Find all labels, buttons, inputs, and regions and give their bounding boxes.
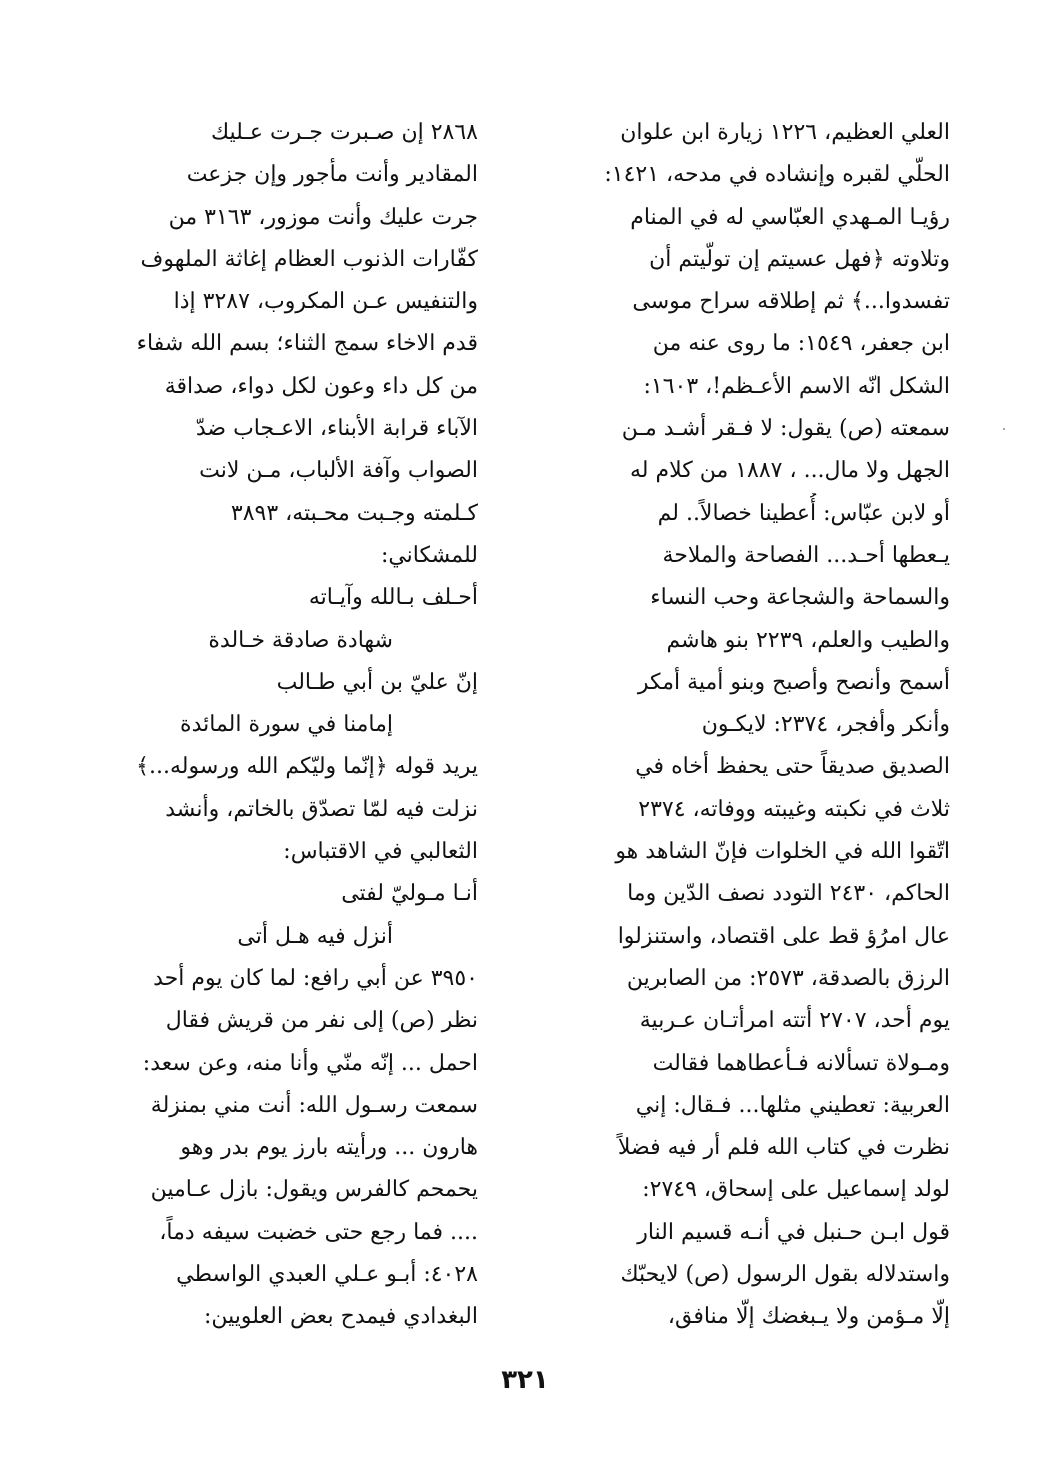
- text-line: عال امرُؤ قط على اقتصاد، واستنزلوا: [617, 923, 950, 949]
- text-line: وأنكر وأفجر، ٢٣٧٤: لايكـون: [701, 712, 950, 738]
- verse-line: أنـا مـوليّ لفتى: [341, 881, 478, 907]
- text-line: ومـولاة تسألانه فـأعطاهما فقالت: [652, 1050, 950, 1076]
- text-line: نزلت فيه لمّا تصدّق بالخاتم، وأنشد: [165, 796, 478, 822]
- text-line: جرت عليك وأنت موزور، ٣١٦٣ من: [168, 204, 478, 230]
- text-line: يوم أحد، ٢٧٠٧ أتته امرأتـان عـربية: [639, 1008, 950, 1034]
- text-line: كفّارات الذنوب العظام إغاثة الملهوف: [140, 246, 478, 272]
- text-line: ٣٩٥٠ عن أبي رافع: لما كان يوم أحد: [153, 965, 478, 991]
- text-line: سمعت رسـول الله: أنت مني بمنزلة: [150, 1092, 478, 1118]
- text-line: أو لابن عبّاس: أُعطينا خصالاً.. لم: [657, 500, 950, 526]
- text-line: تفسدوا...﴾ ثم إطلاقه سراح موسى: [632, 289, 950, 315]
- text-line: وتلاوته ﴿فهل عسيتم إن تولّيتم أن: [649, 246, 950, 272]
- text-line: ابن جعفر، ١٥٤٩: ما روى عنه من: [652, 331, 950, 357]
- text-line: البغدادي فيمدح بعض العلويين:: [203, 1304, 478, 1330]
- verse-line: أنزل فيه هـل أتى: [237, 923, 393, 949]
- text-line: والطيب والعلم، ٢٢٣٩ بنو هاشم: [666, 627, 950, 653]
- left-text-column: [38, 112, 478, 1339]
- text-line: سمعته (ص) يقول: لا فـقر أشـد مـن: [621, 416, 950, 442]
- text-line: لولد إسماعيل على إسحاق، ٢٧٤٩:: [642, 1177, 950, 1203]
- text-line: .... فما رجع حتى خضبت سيفه دماً،: [159, 1219, 478, 1245]
- text-line: الصواب وآفة الألباب، مـن لانت: [199, 458, 478, 484]
- text-line: الجهل ولا مال... ، ١٨٨٧ من كلام له: [629, 458, 950, 484]
- text-line: يريد قوله ﴿إنّما وليّكم الله ورسوله...﴾: [136, 754, 478, 780]
- verse-line: إمامنا في سورة المائدة: [180, 712, 393, 738]
- text-line: المقادير وأنت مأجور وإن جزعت: [186, 162, 478, 188]
- text-line: نظر (ص) إلى نفر من قريش فقال: [165, 1008, 478, 1034]
- text-line: من كل داء وعون لكل دواء، صداقة: [164, 373, 478, 399]
- text-line: العربية: تعطيني مثلها... فـقال: إني: [635, 1092, 950, 1118]
- scan-speck: [1003, 428, 1005, 430]
- text-line: قدم الاخاء سمج الثناء؛ بسم الله شفاء: [136, 331, 478, 357]
- text-line: الصديق صديقاً حتى يحفظ أخاه في: [635, 754, 950, 780]
- text-line: العلي العظيم، ١٢٢٦ زيارة ابن علوان: [620, 120, 950, 145]
- text-line: رؤيـا المـهدي العبّاسي له في المنام: [630, 204, 950, 230]
- text-line: يـعطها أحـد... الفصاحة والملاحة: [662, 542, 950, 568]
- text-line: ثلاث في نكبته وغيبته ووفاته، ٢٣٧٤: [638, 796, 950, 822]
- text-line: للمشكاني:: [380, 542, 478, 568]
- text-line: قول ابـن حـنبل في أنـه قسيم النار: [637, 1219, 950, 1245]
- text-line: والسماحة والشجاعة وحب النساء: [650, 585, 950, 611]
- right-text-column: [510, 112, 950, 1339]
- text-line: واستدلاله بقول الرسول (ص) لايحبّك: [620, 1262, 950, 1288]
- page-number: ٣٢١: [501, 1365, 549, 1395]
- text-line: كـلمته وجـبت محـبته، ٣٨٩٣: [230, 500, 478, 526]
- text-line: الثعالبي في الاقتباس:: [283, 839, 478, 865]
- text-line: اتّقوا الله في الخلوات فإنّ الشاهد هو: [615, 839, 950, 865]
- text-line: ٢٨٦٨ إن صـبرت جـرت عـليك: [210, 120, 478, 145]
- verse-line: إنّ عليّ بن أبي طـالب: [276, 669, 478, 695]
- text-line: الحاكم، ٢٤٣٠ التودد نصف الدّين وما: [627, 881, 950, 907]
- verse-line: شهادة صادقة خـالدة: [208, 627, 393, 653]
- text-line: إلّا مـؤمن ولا يـبغضك إلّا منافق،: [667, 1304, 950, 1330]
- text-line: الشكل انّه الاسم الأعـظم!، ١٦٠٣:: [643, 373, 950, 399]
- text-line: أسمح وأنصح وأصبح وبنو أمية أمكر: [637, 669, 950, 695]
- text-line: ٤٠٢٨: أبـو عـلي العبدي الواسطي: [176, 1262, 478, 1288]
- text-line: احمل ... إنّه منّي وأنا منه، وعن سعد:: [142, 1050, 478, 1076]
- text-line: نظرت في كتاب الله فلم أر فيه فضلاً: [617, 1135, 950, 1161]
- text-line: هارون ... ورأيته بارز يوم بدر وهو: [180, 1135, 478, 1161]
- text-line: الحلّي لقبره وإنشاده في مدحه، ١٤٢١:: [604, 162, 950, 188]
- verse-line: أحـلف بـالله وآيـاته: [308, 585, 478, 611]
- text-line: الآباء قرابة الأبناء، الاعـجاب ضدّ: [195, 416, 478, 442]
- text-line: يحمحم كالفرس ويقول: بازل عـامين: [150, 1177, 478, 1203]
- text-line: الرزق بالصدقة، ٢٥٧٣: من الصابرين: [626, 965, 950, 991]
- text-line: والتنفيس عـن المكروب، ٣٢٨٧ إذا: [173, 289, 478, 315]
